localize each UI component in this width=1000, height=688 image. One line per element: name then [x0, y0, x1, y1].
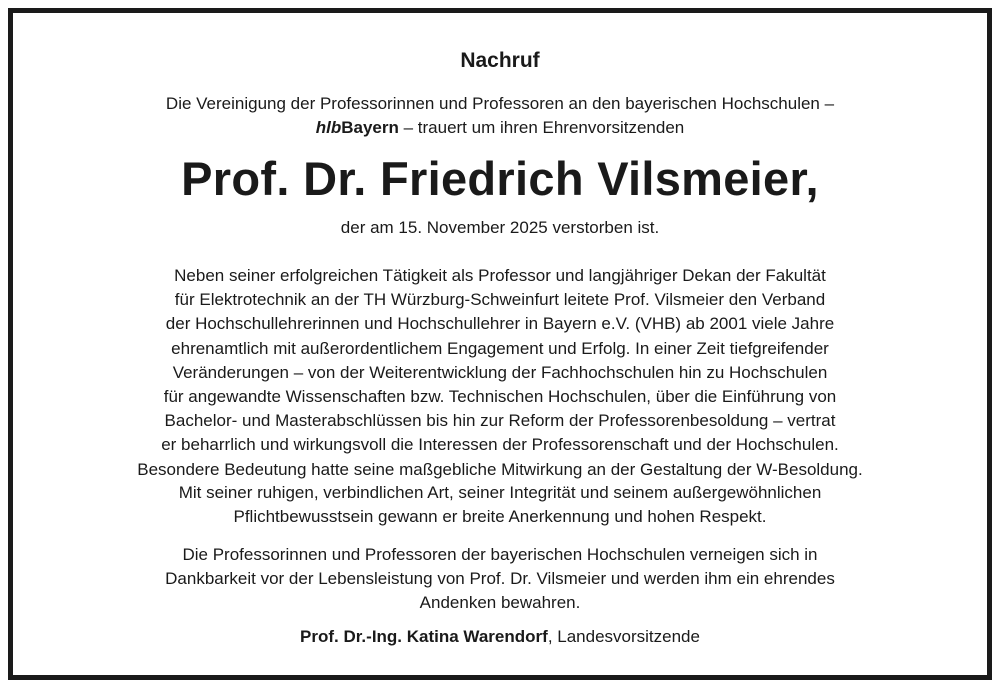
- paragraph-line: Andenken bewahren.: [419, 593, 581, 613]
- org-name: Bayern: [341, 118, 399, 137]
- intro-line-2: [13, 116, 987, 140]
- signature-name: Prof. Dr.-Ing. Katina Warendorf: [300, 627, 548, 646]
- intro-text: [13, 92, 987, 140]
- intro-line-1: Die Vereinigung der Professorinnen und Professoren an den bayerischen Hochschulen –: [165, 94, 835, 113]
- deceased-name: Prof. Dr. Friedrich Vilsmeier,: [181, 152, 819, 205]
- paragraph-line: ehrenamtlich mit außerordentlichem Engagement und Erfolg. In einer Zeit tiefgreifender: [171, 338, 829, 358]
- death-date-line: der am 15. November 2025 verstorben ist.: [340, 218, 660, 237]
- paragraph-line: er beharrlich und wirkungsvoll die Interessen der Professorenschaft und der Hochschulen.: [161, 435, 839, 455]
- intro-line-2-rest: – trauert um ihren Ehrenvorsitzenden: [398, 118, 685, 137]
- signature-role: , Landesvorsitzende: [547, 627, 700, 646]
- paragraph-line: der Hochschullehrerinnen und Hochschullehrer in Bayern e.V. (VHB) ab 2001 viele Jahre: [165, 314, 835, 334]
- biography-paragraph: [13, 264, 987, 482]
- paragraph-line: für angewandte Wissenschaften bzw. Technischen Hochschulen, über die Einführung von: [163, 387, 837, 407]
- paragraph-line: Bachelor- und Masterabschlüssen bis hin zur Reform der Professorenbesoldung – vertrat: [164, 411, 836, 431]
- notice-heading: Nachruf: [460, 49, 540, 72]
- org-name-prefix: hlb: [315, 118, 342, 137]
- paragraph-line: für Elektrotechnik an der TH Würzburg-Schweinfurt leitete Prof. Vilsmeier den Verband: [174, 290, 826, 310]
- paragraph-line: Besondere Bedeutung hatte seine maßgebliche Mitwirkung an der Gestaltung der W-Besoldung.: [137, 459, 863, 479]
- paragraph-line: Veränderungen – von der Weiterentwicklung der Fachhochschulen hin zu Hochschulen: [172, 362, 828, 382]
- paragraph-line: Mit seiner ruhigen, verbindlichen Art, seiner Integrität und seinem außergewöhnlichen: [178, 483, 822, 502]
- paragraph-line: Neben seiner erfolgreichen Tätigkeit als Professor und langjähriger Dekan der Fakultät: [174, 266, 826, 285]
- paragraph-line: Pflichtbewusstsein gewann er breite Anerkennung und hohen Respekt.: [233, 507, 767, 527]
- paragraph-line: Die Professorinnen und Professoren der bayerischen Hochschulen verneigen sich in: [182, 545, 818, 564]
- closing-paragraph: [13, 543, 987, 616]
- obituary-notice: [8, 8, 992, 680]
- signature: [13, 624, 987, 650]
- paragraph-line: Dankbarkeit vor der Lebensleistung von Prof. Dr. Vilsmeier und werden ihm ein ehrendes: [165, 569, 835, 589]
- character-paragraph: [13, 481, 987, 529]
